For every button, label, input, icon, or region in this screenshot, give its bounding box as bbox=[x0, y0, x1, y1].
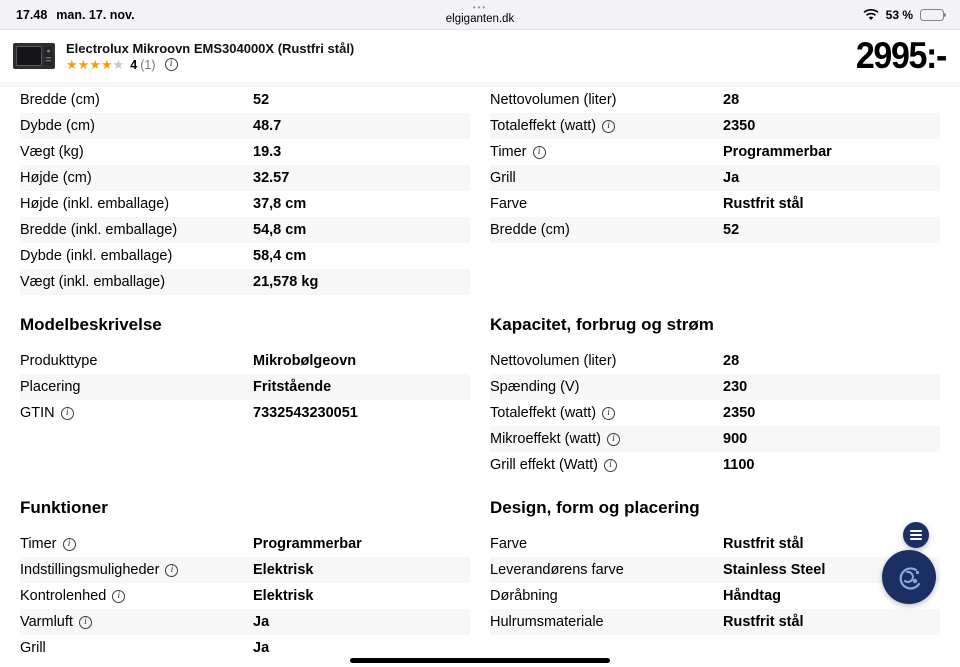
spec-label-text: Totaleffekt (watt) bbox=[490, 405, 597, 421]
spec-value: Stainless Steel bbox=[723, 562, 826, 578]
spec-value: 28 bbox=[723, 353, 740, 369]
spec-row bbox=[490, 400, 940, 426]
spec-row bbox=[490, 113, 940, 139]
spec-value: 48.7 bbox=[253, 118, 282, 134]
spec-value: Mikrobølgeovn bbox=[253, 353, 357, 369]
spec-label-text: Leverandørens farve bbox=[490, 562, 624, 578]
spec-label bbox=[490, 196, 723, 212]
spec-label bbox=[490, 457, 723, 473]
spec-row bbox=[490, 191, 940, 217]
spec-label-text: Timer bbox=[490, 144, 527, 160]
spec-label bbox=[490, 379, 723, 395]
spec-label-text: Kontrolenhed bbox=[20, 588, 107, 604]
spec-value: Ja bbox=[253, 614, 270, 630]
info-icon[interactable]: i bbox=[63, 538, 76, 551]
star-filled-icon: ★ bbox=[89, 56, 101, 72]
product-rating[interactable] bbox=[66, 58, 354, 72]
spec-row bbox=[20, 609, 470, 635]
star-filled-icon: ★ bbox=[100, 56, 113, 72]
spec-label bbox=[490, 118, 723, 134]
spec-label-text: Højde (inkl. emballage) bbox=[20, 196, 170, 212]
spec-row bbox=[490, 165, 940, 191]
spec-row bbox=[20, 400, 470, 426]
tab-menu-dots-icon[interactable]: ••• bbox=[472, 3, 488, 12]
product-title: Electrolux Mikroovn EMS304000X (Rustfri stål) bbox=[66, 40, 355, 56]
info-icon[interactable]: i bbox=[79, 616, 92, 629]
info-icon[interactable]: i bbox=[607, 433, 620, 446]
quick-menu-button[interactable] bbox=[903, 522, 929, 548]
spec-label-text: GTIN bbox=[20, 405, 55, 421]
spec-label bbox=[20, 170, 253, 186]
spec-label bbox=[490, 562, 723, 578]
spec-row bbox=[490, 426, 940, 452]
section-heading: Design, form og placering bbox=[490, 498, 700, 517]
section-heading: Funktioner bbox=[20, 498, 108, 517]
browser-url-bar[interactable] bbox=[0, 0, 960, 29]
spec-row bbox=[490, 452, 940, 478]
rating-info-icon[interactable]: i bbox=[165, 58, 178, 71]
rating-count: (1) bbox=[140, 57, 156, 72]
spec-value: Ja bbox=[253, 640, 270, 656]
spec-value: 54,8 cm bbox=[253, 222, 307, 238]
spec-value: 58,4 cm bbox=[253, 248, 307, 264]
spec-row bbox=[20, 374, 470, 400]
spec-row bbox=[490, 217, 940, 243]
section-heading: Modelbeskrivelse bbox=[20, 315, 162, 334]
spec-label bbox=[20, 536, 253, 552]
spec-value: Programmerbar bbox=[253, 536, 362, 552]
spec-label bbox=[490, 614, 723, 630]
spec-label bbox=[20, 274, 253, 290]
info-icon[interactable]: i bbox=[533, 146, 546, 159]
spec-value: 19.3 bbox=[253, 144, 282, 160]
spec-label bbox=[20, 562, 253, 578]
spec-row bbox=[20, 113, 470, 139]
spec-value: Ja bbox=[723, 170, 740, 186]
spec-row bbox=[490, 374, 940, 400]
product-thumbnail bbox=[12, 36, 56, 76]
spec-value: 37,8 cm bbox=[253, 196, 307, 212]
spec-label-text: Produkttype bbox=[20, 353, 98, 369]
microwave-image bbox=[12, 39, 56, 73]
spec-value: 2350 bbox=[723, 405, 756, 421]
spec-value: 52 bbox=[253, 92, 270, 108]
spec-section bbox=[20, 498, 940, 661]
star-rating bbox=[66, 58, 124, 72]
spec-value: 1100 bbox=[723, 457, 755, 473]
spec-value: Elektrisk bbox=[253, 562, 314, 578]
spec-value: 52 bbox=[723, 222, 740, 238]
star-filled-icon: ★ bbox=[77, 56, 90, 72]
spec-row bbox=[490, 583, 940, 609]
chat-assistant-icon bbox=[893, 561, 925, 593]
spec-column bbox=[490, 531, 940, 635]
home-indicator[interactable] bbox=[350, 658, 610, 663]
spec-row bbox=[490, 139, 940, 165]
spec-section bbox=[20, 87, 940, 295]
battery-percentage: 53 % bbox=[885, 7, 913, 22]
spec-label bbox=[490, 405, 723, 421]
spec-value: 32.57 bbox=[253, 170, 290, 186]
spec-label bbox=[490, 222, 723, 238]
spec-value: Håndtag bbox=[723, 588, 781, 604]
spec-value: Fritstående bbox=[253, 379, 332, 395]
spec-label bbox=[20, 196, 253, 212]
spec-label bbox=[490, 144, 723, 160]
spec-label bbox=[20, 405, 253, 421]
spec-label-text: Timer bbox=[20, 536, 57, 552]
spec-row bbox=[20, 557, 470, 583]
spec-row bbox=[20, 165, 470, 191]
spec-value: 21,578 kg bbox=[253, 274, 319, 290]
clock: 17.48 bbox=[16, 7, 48, 22]
spec-label bbox=[20, 92, 253, 108]
spec-label-text: Dybde (inkl. emballage) bbox=[20, 248, 173, 264]
spec-label-text: Dybde (cm) bbox=[20, 118, 95, 134]
spec-value: 7332543230051 bbox=[253, 405, 358, 421]
info-icon[interactable]: i bbox=[602, 120, 615, 133]
spec-label bbox=[490, 588, 723, 604]
spec-label bbox=[20, 118, 253, 134]
info-icon[interactable]: i bbox=[604, 459, 617, 472]
spec-label bbox=[20, 379, 253, 395]
spec-label-text: Bredde (cm) bbox=[490, 222, 570, 238]
spec-value: Elektrisk bbox=[253, 588, 314, 604]
spec-label-text: Hulrumsmateriale bbox=[490, 614, 604, 630]
hamburger-icon bbox=[910, 530, 922, 540]
spec-row bbox=[490, 348, 940, 374]
spec-label bbox=[20, 614, 253, 630]
star-empty-icon: ★ bbox=[112, 56, 125, 72]
spec-row bbox=[20, 531, 470, 557]
section-heading: Kapacitet, forbrug og strøm bbox=[490, 315, 714, 334]
battery-icon bbox=[920, 9, 944, 21]
spec-label-text: Totaleffekt (watt) bbox=[490, 118, 597, 134]
spec-label-text: Varmluft bbox=[20, 614, 73, 630]
spec-value: 2350 bbox=[723, 118, 756, 134]
spec-label-text: Indstillingsmuligheder bbox=[20, 562, 160, 578]
spec-value: Programmerbar bbox=[723, 144, 832, 160]
spec-value: Rustfrit stål bbox=[723, 196, 804, 212]
spec-row bbox=[490, 87, 940, 113]
spec-label-text: Farve bbox=[490, 536, 528, 552]
chat-assistant-button[interactable] bbox=[882, 550, 936, 604]
spec-label-text: Bredde (inkl. emballage) bbox=[20, 222, 178, 238]
info-icon[interactable]: i bbox=[61, 407, 74, 420]
spec-column bbox=[490, 87, 940, 243]
spec-row bbox=[20, 583, 470, 609]
spec-label bbox=[20, 144, 253, 160]
spec-label bbox=[20, 248, 253, 264]
spec-value: Rustfrit stål bbox=[723, 614, 804, 630]
star-filled-icon: ★ bbox=[66, 56, 78, 72]
spec-label bbox=[490, 353, 723, 369]
spec-label bbox=[490, 431, 723, 447]
spec-row bbox=[20, 217, 470, 243]
spec-value: Rustfrit stål bbox=[723, 536, 804, 552]
url-text[interactable]: elgiganten.dk bbox=[445, 13, 515, 25]
spec-column bbox=[20, 348, 470, 426]
spec-row bbox=[20, 139, 470, 165]
product-header bbox=[0, 30, 960, 82]
spec-value: 230 bbox=[723, 379, 748, 395]
spec-section bbox=[20, 315, 940, 478]
spec-label bbox=[20, 588, 253, 604]
spec-label-text: Døråbning bbox=[490, 588, 558, 604]
spec-label bbox=[490, 92, 723, 108]
spec-row bbox=[20, 191, 470, 217]
spec-label-text: Grill effekt (Watt) bbox=[490, 457, 598, 473]
spec-label-text: Placering bbox=[20, 379, 81, 395]
spec-row bbox=[490, 531, 940, 557]
spec-label-text: Vægt (kg) bbox=[20, 144, 84, 160]
spec-row bbox=[20, 87, 470, 113]
product-info bbox=[66, 41, 354, 72]
spec-label-text: Farve bbox=[490, 196, 528, 212]
date: man. 17. nov. bbox=[56, 7, 135, 22]
spec-label-text: Nettovolumen (liter) bbox=[490, 92, 617, 108]
spec-row bbox=[20, 243, 470, 269]
spec-row bbox=[20, 269, 470, 295]
spec-label-text: Grill bbox=[490, 170, 516, 186]
status-bar bbox=[0, 0, 960, 30]
spec-row bbox=[20, 348, 470, 374]
spec-column bbox=[490, 348, 940, 478]
info-icon[interactable]: i bbox=[602, 407, 615, 420]
spec-value: 28 bbox=[723, 92, 740, 108]
rating-value: 4 bbox=[130, 57, 138, 72]
spec-label bbox=[490, 170, 723, 186]
spec-label-text: Højde (cm) bbox=[20, 170, 92, 186]
spec-row bbox=[490, 557, 940, 583]
spec-content bbox=[0, 87, 960, 661]
spec-label-text: Mikroeffekt (watt) bbox=[490, 431, 601, 447]
spec-label-text: Bredde (cm) bbox=[20, 92, 100, 108]
spec-label-text: Vægt (inkl. emballage) bbox=[20, 274, 166, 290]
spec-label-text: Nettovolumen (liter) bbox=[490, 353, 617, 369]
spec-label bbox=[20, 353, 253, 369]
spec-value: 900 bbox=[723, 431, 748, 447]
spec-label bbox=[490, 536, 723, 552]
spec-label bbox=[20, 640, 253, 656]
info-icon[interactable]: i bbox=[112, 590, 125, 603]
spec-column bbox=[20, 531, 470, 661]
spec-label bbox=[20, 222, 253, 238]
spec-column bbox=[20, 87, 470, 295]
spec-label-text: Grill bbox=[20, 640, 46, 656]
info-icon[interactable]: i bbox=[165, 564, 178, 577]
spec-row bbox=[490, 609, 940, 635]
spec-label-text: Spænding (V) bbox=[490, 379, 580, 395]
product-price: 2995:- bbox=[855, 35, 946, 76]
